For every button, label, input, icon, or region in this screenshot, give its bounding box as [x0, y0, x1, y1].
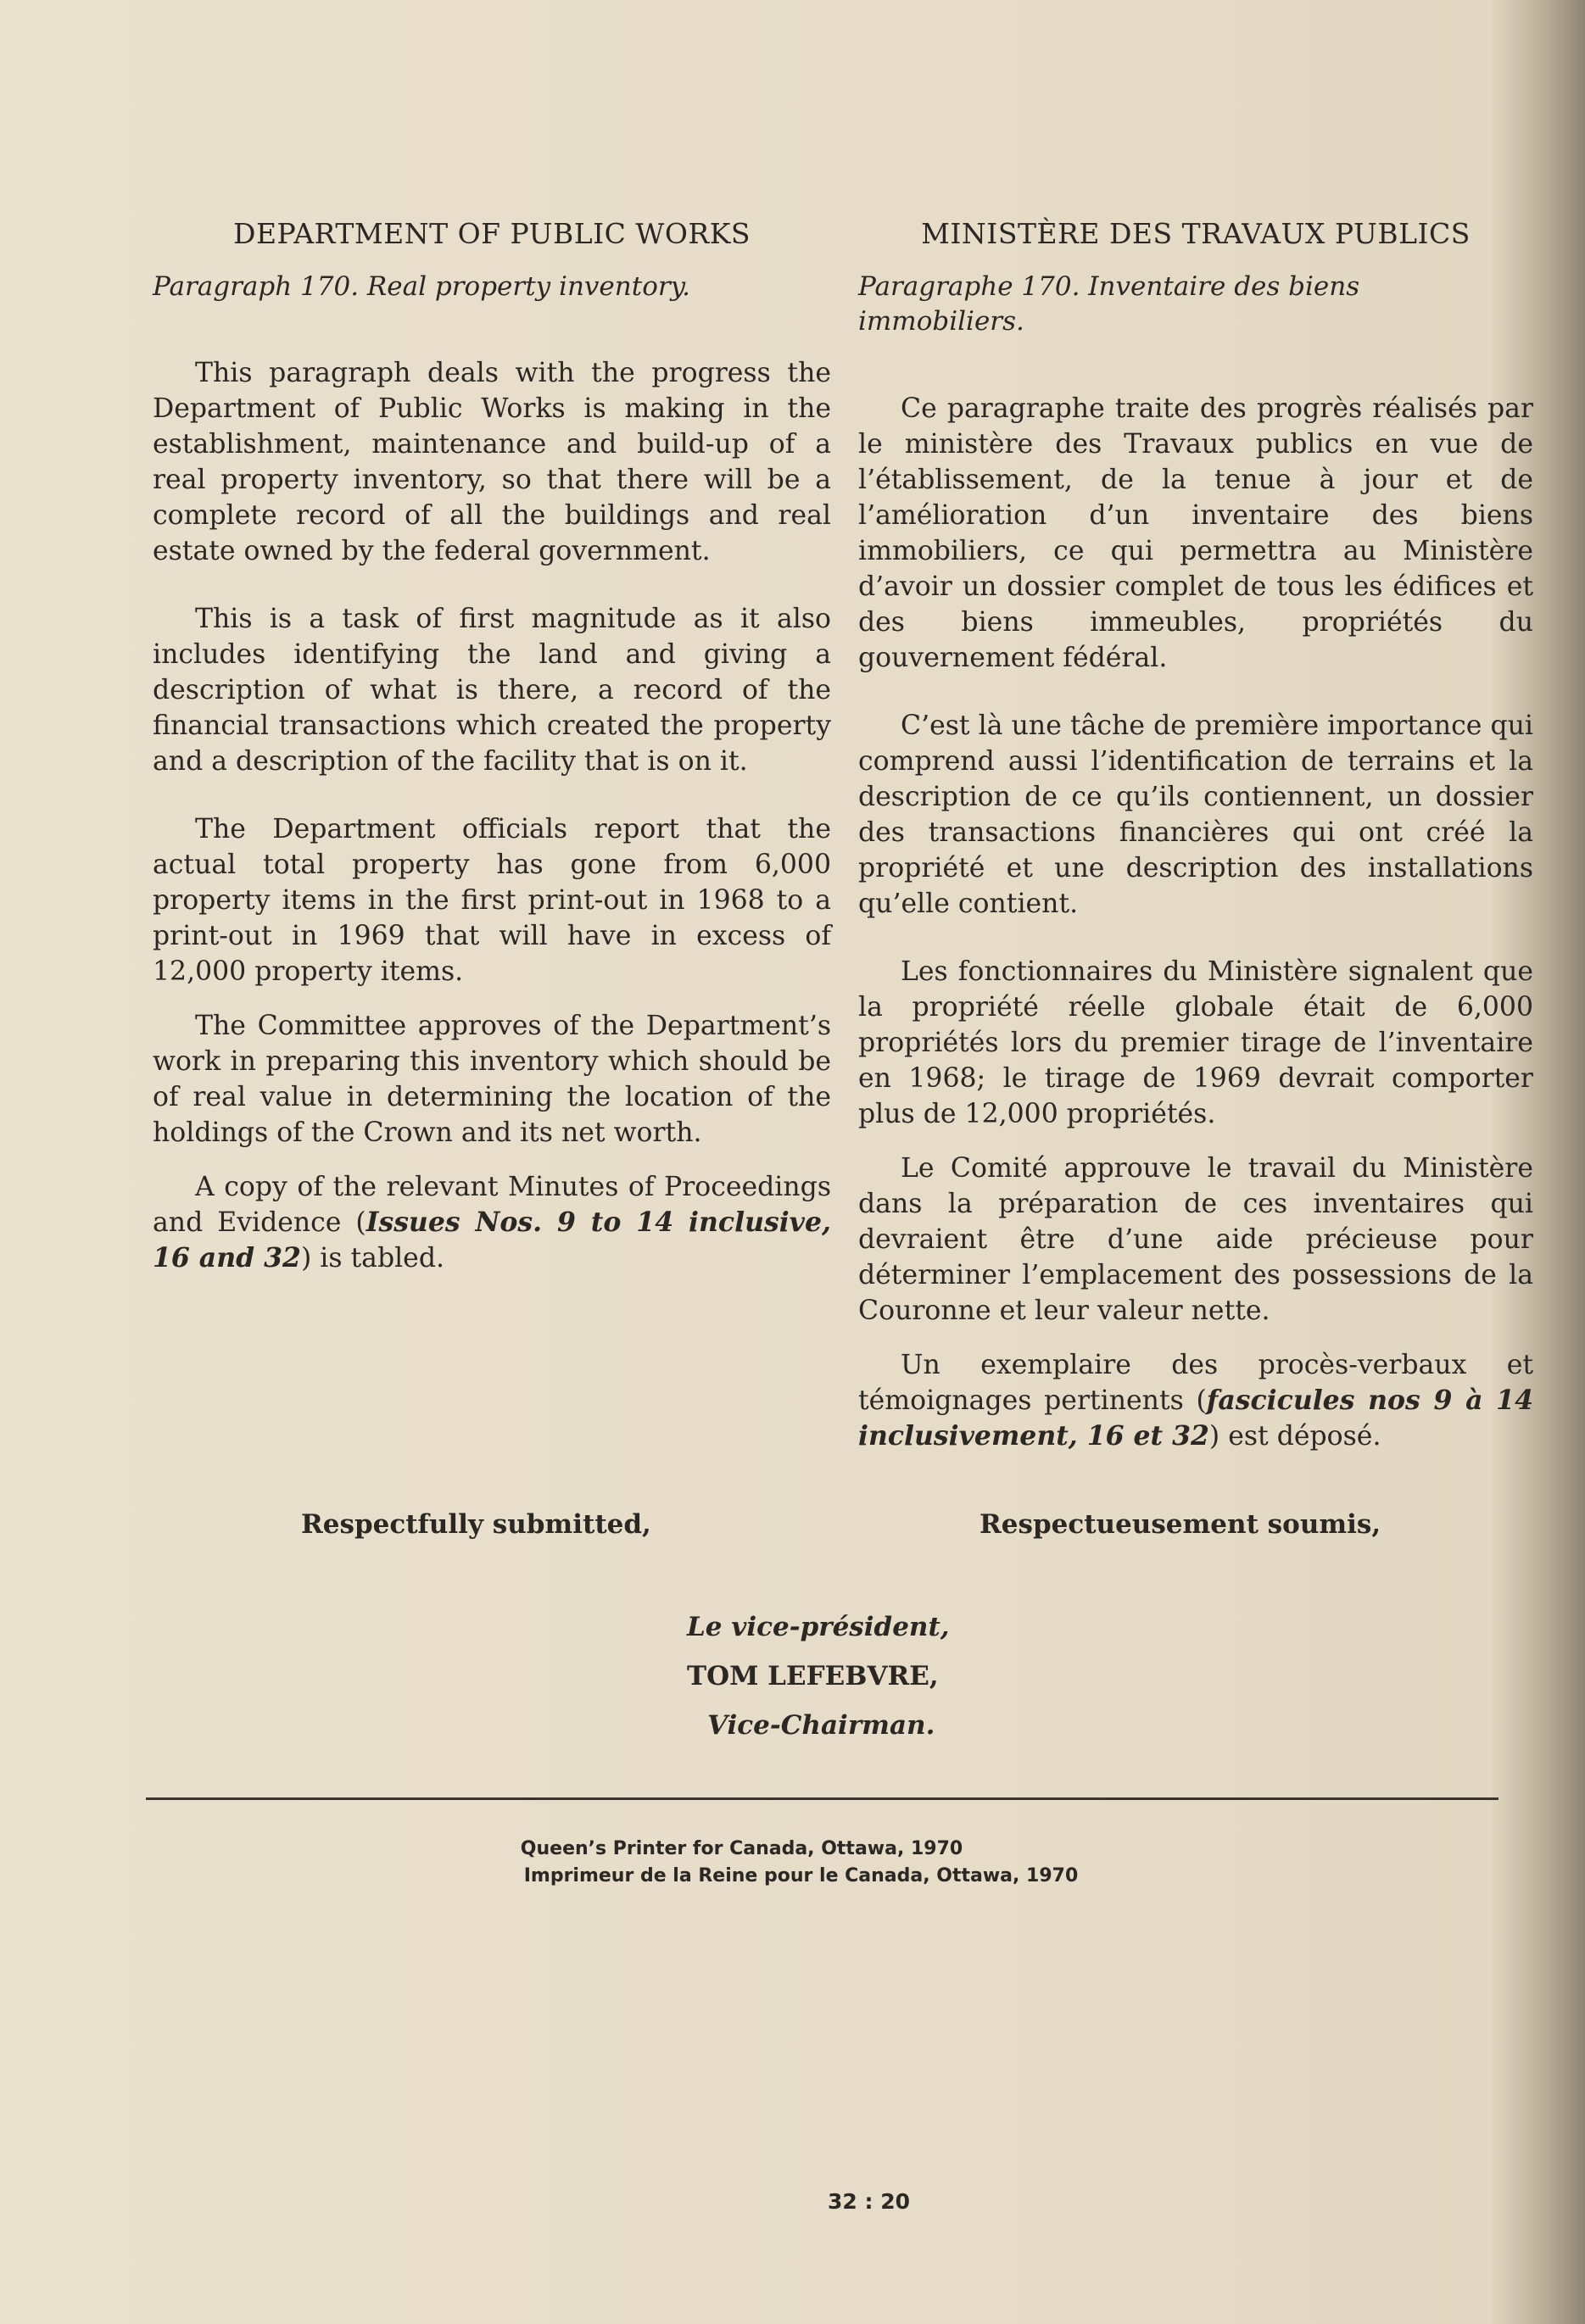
signature-title-en: Vice-Chairman. — [707, 1710, 935, 1741]
english-paragraph-2: This is a task of first magnitude as it also includes identifying the land and giving a description of what is there, a record of the financial transactions which created the property and a description of the facility that is on it. — [153, 604, 831, 777]
english-tabled-prefix: A copy of the relevant Minutes of Proceedings and Evidence ( — [153, 1172, 831, 1239]
signature-block — [687, 1602, 950, 1750]
signature-title-fr: Le vice-président, — [687, 1612, 950, 1642]
english-tabled-suffix: ) is tabled. — [300, 1243, 445, 1274]
english-paragraph-1: This paragraph deals with the progress the Department of Public Works is making in the establishment, maintenance and build-up of a real property inventory, so that there will be a complete record of all the buildings and real estate owned by the federal government. — [153, 358, 831, 567]
english-heading: DEPARTMENT OF PUBLIC WORKS — [233, 217, 751, 250]
english-paragraph-tabled — [153, 1169, 831, 1276]
english-column — [153, 217, 831, 1308]
english-paragraph-3: The Department officials report that the actual total property has gone from 6,000 property items in the first print-out in 1968 to a print-out in 1969 that will have in excess of 12,000 property items. — [153, 814, 831, 988]
french-tabled-suffix: ) est déposé. — [1208, 1421, 1381, 1452]
french-column — [858, 217, 1533, 1486]
french-paragraph-3: Les fonctionnaires du Ministère signalent que la propriété réelle globale était de 6,000 propriétés lors du premier tirage de l’inventaire en 1968; le tirage de 1969 devrait comporter plus de 12,000 propriétés. — [858, 956, 1533, 1130]
english-tabled-issues: Issues Nos. 9 to 14 inclusive, 16 and 32 — [153, 1207, 831, 1274]
printer-english: Queen’s Printer for Canada, Ottawa, 1970 — [520, 1838, 963, 1859]
french-closing: Respectueusement soumis, — [979, 1509, 1381, 1540]
english-closing: Respectfully submitted, — [301, 1509, 651, 1540]
english-paragraph-4: The Committee approves of the Department’s work in preparing this inventory which should be of real value in determining the location of the holdings of the Crown and its net worth. — [153, 1011, 831, 1149]
french-heading: MINISTÈRE DES TRAVAUX PUBLICS — [921, 217, 1471, 250]
footer-divider — [146, 1797, 1498, 1800]
signature-name: TOM LEFEBVRE, — [687, 1661, 939, 1691]
french-paragraph-1: Ce paragraphe traite des progrès réalisés par le ministère des Travaux publics en vue de l’établissement, de la tenue à jour et de l’amélioration d’un inventaire des biens immobiliers, ce qui permettra au Ministère d’avoir un dossier complet de tous les édifices et des biens immeubles, propriétés du gouvernement fédéral. — [858, 393, 1533, 674]
french-tabled-prefix: Un exemplaire des procès-verbaux et témoignages pertinents ( — [858, 1350, 1533, 1417]
french-paragraph-2: C’est là une tâche de première importance qui comprend aussi l’identification de terrains et la description de ce qu’ils contiennent, un dossier des transactions financières qui ont créé la propriété et une description des installations qu’elle contient. — [858, 711, 1533, 920]
french-subheading: Paragraphe 170. Inventaire des biens immobiliers. — [858, 270, 1360, 337]
french-paragraph-4: Le Comité approuve le travail du Ministère dans la préparation de ces inventaires qui devraient être d’une aide précieuse pour déterminer l’emplacement des possessions de la Couronne et leur valeur nette. — [858, 1153, 1533, 1327]
english-subheading: Paragraph 170. Real property inventory. — [153, 270, 690, 302]
page-number: 32 : 20 — [828, 2189, 910, 2214]
french-tabled-issues: fascicules nos 9 à 14 inclusivement, 16 et 32 — [858, 1385, 1533, 1452]
french-paragraph-tabled — [858, 1347, 1533, 1454]
printer-french: Imprimeur de la Reine pour le Canada, Ottawa, 1970 — [523, 1865, 1079, 1887]
